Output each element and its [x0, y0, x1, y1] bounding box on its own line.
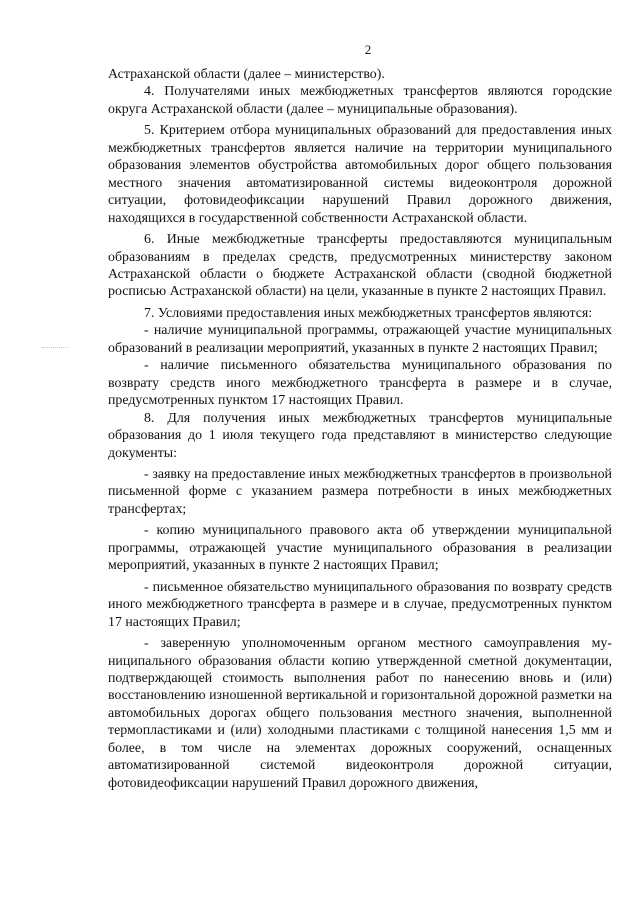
paragraph: Астраханской области (далее – министерство).: [108, 67, 385, 82]
paragraph: - наличие муниципальной программы, отражающей участие муниципальных образований в реализации мероприятий, указанных в пункте 2 настоящих Правил;: [108, 323, 612, 356]
paragraph: - копию муниципального правового акта об утверждении муниципальной программы, отражающей участие муниципального образования в реализации мероприятий, указанных в пункте 2 настоящих Правил;: [108, 523, 612, 574]
paragraph: - письменное обязательство муниципального образования по возврату средств иного межбюджетного трансферта в размере и в случае, предусмотренных пунктом 17 настоящих Правил;: [108, 579, 612, 630]
document-body: [108, 66, 612, 792]
paragraph: - наличие письменного обязательства муниципального образования по возврату средств иного межбюджетного трансферта в размере и в случае, предусмотренных пунктом 17 настоящих Правил.: [108, 358, 612, 409]
paragraph: 8. Для получения иных межбюджетных трансфертов муниципальные образования до 1 июля текущего года представляют в министерство следующие документы:: [108, 410, 612, 461]
page-number: 2: [364, 42, 372, 57]
paragraph: 5. Критерием отбора муниципальных образований для предоставления иных межбюджетных трансфертов является наличие на территории муниципального образования элементов обустройства автомобильных дорог общего пользования местного значения автоматизированной системы видеоконтроля дорожной ситуации, фотовидеофиксации нарушений Правил дорожного движения, находящихся в государственной собственности Астраханской области.: [108, 123, 612, 226]
paragraph: - заверенную уполномоченным органом местного самоуправления муниципального образования области копию утвержденной сметной документации, подтверждающей стоимость выполнения работ по нанесению вновь и (или) восстановлению изношенной вертикальной и горизонтальной дорожной разметки на автомобильных дорогах общего пользования местного значения, выполненной термопластиками и (или) холодными пластиками с толщиной нанесения 1,5 мм и более, в том числе на элементах дорожных сооружений, оснащенных автоматизированной системой видеоконтроля дорожной ситуации, фотовидеофиксации нарушений Правил дорожного движения,: [108, 636, 612, 791]
paragraph: 6. Иные межбюджетные трансферты предоставляются муниципальным образованиям в пределах средств, предусмотренных министерству законом Астраханской области о бюджете Астраханской области (сводной бюджетной росписью Астраханской области) на цели, указанные в пункте 2 настоящих Правил.: [108, 232, 612, 300]
paragraph: 4. Получателями иных межбюджетных трансфертов являются городские округа Астраханской области (далее – муниципальные образования).: [108, 84, 612, 117]
paragraph: 7. Условиями предоставления иных межбюджетных трансфертов являются:: [144, 305, 593, 321]
paragraph: - заявку на предоставление иных межбюджетных трансфертов в произвольной письменной форме с указанием размера потребности в иных межбюджетных трансфертах;: [108, 466, 612, 517]
margin-mark: [42, 347, 68, 349]
